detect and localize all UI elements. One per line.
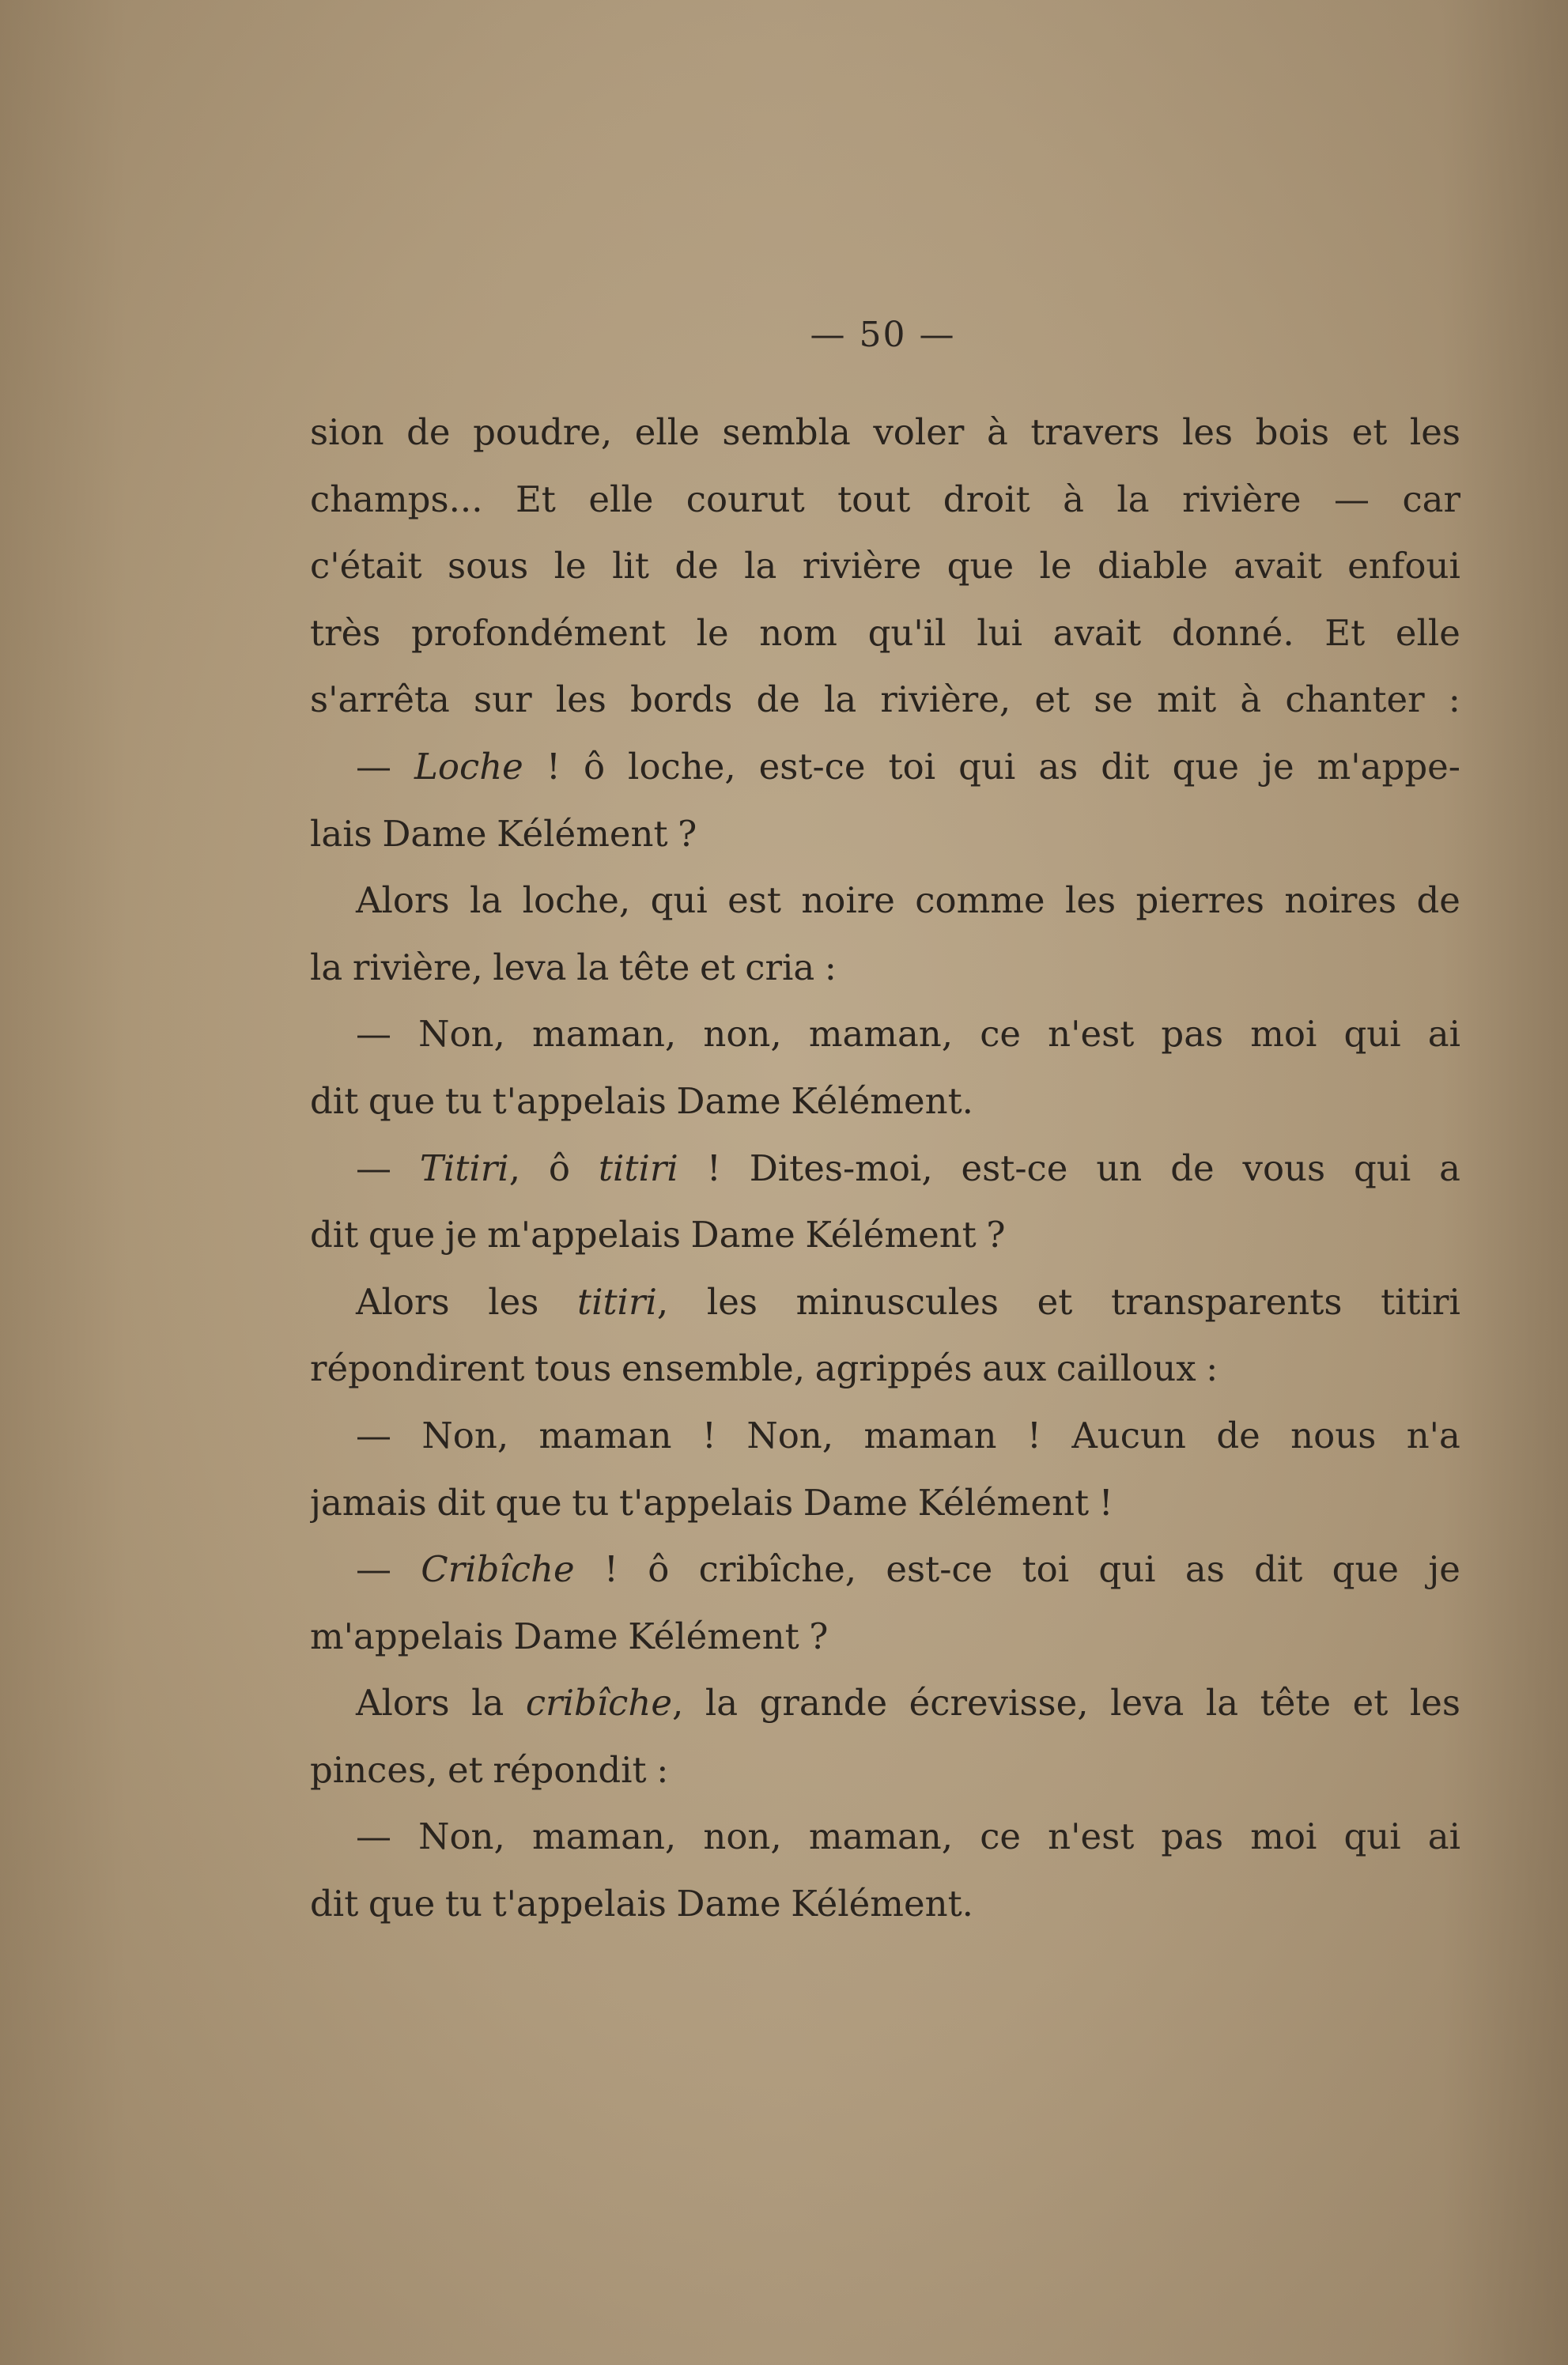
word: la [576, 946, 610, 988]
text-line [310, 734, 1460, 801]
word: : [824, 946, 837, 988]
word: maman, [808, 1013, 954, 1056]
word: qui [1354, 1147, 1411, 1189]
text-line [310, 1670, 1460, 1737]
word: — [1334, 478, 1370, 520]
word: car [1402, 478, 1460, 520]
text-line [310, 467, 1460, 534]
word: lui [977, 611, 1022, 654]
word: titiri, [577, 1280, 669, 1323]
word: Alors [356, 879, 450, 922]
text-line [310, 600, 1460, 667]
word: le [1039, 545, 1072, 587]
word: Kélément. [791, 1883, 973, 1925]
word: Dame [513, 1615, 618, 1657]
word: à [1063, 478, 1084, 520]
word: ce [980, 1013, 1022, 1056]
word: m'appelais [487, 1214, 681, 1256]
word: de [674, 545, 719, 587]
word: sous [447, 545, 529, 587]
word: bois [1255, 411, 1330, 453]
word: nom [759, 611, 837, 654]
word: écrevisse, [909, 1682, 1089, 1725]
word: ! [546, 745, 561, 788]
word: Titiri, [419, 1147, 521, 1189]
word: moi [1250, 1013, 1317, 1056]
word: toi [1022, 1548, 1070, 1591]
word: tête [618, 946, 690, 988]
word: répondit [493, 1748, 647, 1791]
word: elle [634, 411, 700, 453]
word: lit [612, 545, 649, 587]
word: qui [1343, 1013, 1401, 1056]
word: enfoui [1347, 545, 1460, 587]
word: leva [493, 946, 567, 988]
word: est-ce [758, 745, 866, 788]
page-number-text: — 50 — [810, 315, 956, 355]
word: agrippés [814, 1347, 973, 1390]
word: de [1216, 1414, 1260, 1456]
word: ! [701, 1414, 716, 1456]
word: titiri [1381, 1280, 1460, 1323]
word: maman, [808, 1815, 954, 1858]
word: dit [310, 1214, 359, 1256]
word: non, [703, 1815, 782, 1858]
word: — [356, 1414, 391, 1456]
word: Et [1324, 611, 1366, 654]
word: champs... [310, 478, 483, 520]
text-line [310, 1470, 1460, 1537]
word: t'appelais [492, 1079, 667, 1122]
word: nous [1290, 1414, 1377, 1456]
word: très [310, 611, 381, 654]
word: la [824, 678, 857, 721]
word: répondirent [310, 1347, 525, 1390]
text-line [310, 1536, 1460, 1604]
word: Kélément [497, 812, 668, 855]
word: que [368, 1214, 436, 1256]
word: Kélément [917, 1481, 1090, 1524]
word: la [469, 879, 503, 922]
word: la [471, 1682, 504, 1725]
word: comme [915, 879, 1045, 922]
word: bords [630, 678, 733, 721]
word: ai [1427, 1815, 1460, 1858]
text-line [310, 1269, 1460, 1336]
word: qui [1098, 1548, 1156, 1591]
word: sion [310, 411, 384, 453]
word: cailloux [1056, 1347, 1196, 1390]
word: de [756, 678, 800, 721]
word: mit [1157, 678, 1217, 721]
word: elle [588, 478, 654, 520]
word: que [368, 1883, 436, 1925]
word: — [356, 1548, 391, 1591]
word: Non, [421, 1414, 509, 1456]
word: tu [444, 1883, 482, 1925]
word: les [1409, 411, 1460, 453]
word: Dame [676, 1079, 781, 1122]
word: les [555, 678, 606, 721]
word: maman, [531, 1815, 677, 1858]
word: que [1332, 1548, 1400, 1591]
word: qui [650, 879, 708, 922]
word: rivière [1182, 478, 1302, 520]
word: ? [678, 812, 697, 855]
word: la [1116, 478, 1150, 520]
word: à [986, 411, 1008, 453]
word: je [1262, 745, 1294, 788]
word: tout [837, 478, 911, 520]
word: a [1439, 1147, 1460, 1189]
word: tous [535, 1347, 612, 1390]
word: ô [648, 1548, 670, 1591]
word: loche, [522, 879, 631, 922]
word: moi [1250, 1815, 1317, 1858]
word: — [356, 745, 391, 788]
word: est [727, 879, 781, 922]
word: rivière [802, 545, 922, 587]
word: n'est [1048, 1013, 1135, 1056]
word: tu [444, 1079, 482, 1122]
word: : [656, 1748, 669, 1791]
word: tu [572, 1481, 610, 1524]
word: Dame [382, 812, 487, 855]
word: ! [1026, 1414, 1041, 1456]
word: poudre, [473, 411, 613, 453]
word: pierres [1135, 879, 1265, 922]
word: : [1206, 1347, 1219, 1390]
word: rivière, [880, 678, 1011, 721]
word: lais [310, 812, 372, 855]
word: rivière, [352, 946, 483, 988]
word: ! [603, 1548, 619, 1591]
word: qui [1343, 1815, 1401, 1858]
word: voler [873, 411, 965, 453]
word: Non, [746, 1414, 834, 1456]
word: Et [515, 478, 556, 520]
word: aux [982, 1347, 1047, 1390]
word: je [1428, 1548, 1460, 1591]
page-number [0, 315, 1568, 355]
word: m'appelais [310, 1615, 504, 1657]
word: as [1038, 745, 1079, 788]
word: Non, [418, 1815, 505, 1858]
word: que [946, 545, 1014, 587]
word: toi [888, 745, 936, 788]
word: profondément [410, 611, 666, 654]
word: dit [436, 1481, 486, 1524]
word: Cribîche [421, 1548, 575, 1591]
word: Dites-moi, [749, 1147, 933, 1189]
word: ! [1098, 1481, 1113, 1524]
word: noire [801, 879, 895, 922]
word: la [744, 545, 777, 587]
word: la [310, 946, 343, 988]
word: t'appelais [618, 1481, 794, 1524]
word: grande [759, 1682, 888, 1725]
text-line [310, 1737, 1460, 1804]
text-line [310, 867, 1460, 935]
text-line [310, 667, 1460, 734]
word: transparents [1111, 1280, 1343, 1323]
word: Non, [418, 1013, 505, 1056]
word: Kélément. [791, 1079, 973, 1122]
word: Dame [803, 1481, 908, 1524]
word: est-ce [961, 1147, 1068, 1189]
word: n'a [1406, 1414, 1460, 1456]
word: dit [310, 1079, 359, 1122]
word: le [554, 545, 587, 587]
word: et [1352, 1682, 1389, 1725]
word: Aucun [1071, 1414, 1186, 1456]
word: ensemble, [621, 1347, 806, 1390]
word: c'était [310, 545, 422, 587]
word: la [705, 1682, 739, 1725]
word: un [1096, 1147, 1143, 1189]
word: et [1037, 1280, 1073, 1323]
text-line [310, 1871, 1460, 1938]
word: avait [1052, 611, 1142, 654]
word: pas [1161, 1815, 1224, 1858]
word: n'est [1048, 1815, 1135, 1858]
word: elle [1395, 611, 1460, 654]
word: ce [980, 1815, 1022, 1858]
word: droit [943, 478, 1030, 520]
word: est-ce [886, 1548, 993, 1591]
text-line [310, 935, 1460, 1002]
word: m'appe- [1317, 745, 1460, 788]
word: dit [1254, 1548, 1303, 1591]
text-line [310, 1135, 1460, 1203]
word: que [495, 1481, 562, 1524]
word: et [448, 1748, 483, 1791]
word: cribîche, [525, 1682, 684, 1725]
word: Loche [414, 745, 523, 788]
word: t'appelais [492, 1883, 667, 1925]
word: chanter [1285, 678, 1425, 721]
word: — [356, 1147, 391, 1189]
word: et [1034, 678, 1071, 721]
word: et [1351, 411, 1388, 453]
word: ô [548, 1147, 571, 1189]
text-line [310, 1403, 1460, 1470]
word: as [1185, 1548, 1225, 1591]
word: cribîche, [698, 1548, 857, 1591]
word: se [1094, 678, 1133, 721]
word: pas [1161, 1013, 1224, 1056]
word: ! [706, 1147, 721, 1189]
word: diable [1097, 545, 1208, 587]
text-line [310, 1804, 1460, 1871]
word: les [488, 1280, 539, 1323]
word: Alors [356, 1280, 450, 1323]
word: noires [1284, 879, 1397, 922]
word: et [699, 946, 735, 988]
word: dit [1101, 745, 1150, 788]
word: maman, [531, 1013, 677, 1056]
word: à [1240, 678, 1262, 721]
word: de [1170, 1147, 1215, 1189]
word: non, [703, 1013, 782, 1056]
text-line [310, 1001, 1460, 1068]
word: que [1172, 745, 1240, 788]
word: les [1181, 411, 1234, 453]
word: les [706, 1280, 758, 1323]
word: les [1064, 879, 1116, 922]
word: ai [1427, 1013, 1460, 1056]
word: Kélément [628, 1615, 799, 1657]
word: loche, [628, 745, 736, 788]
text-line [310, 533, 1460, 600]
word: qui [958, 745, 1016, 788]
word: le [696, 611, 729, 654]
word: pinces, [310, 1748, 438, 1791]
word: minuscules [795, 1280, 999, 1323]
text-line [310, 1068, 1460, 1135]
word: dit [310, 1883, 359, 1925]
word: : [1448, 678, 1460, 721]
word: les [1409, 1682, 1460, 1725]
word: ? [809, 1615, 829, 1657]
word: travers [1030, 411, 1160, 453]
word: la [1205, 1682, 1239, 1725]
text-line [310, 1604, 1460, 1671]
word: que [368, 1079, 436, 1122]
word: Dame [676, 1883, 781, 1925]
word: donné. [1171, 611, 1294, 654]
word: maman [863, 1414, 997, 1456]
word: de [406, 411, 451, 453]
text-line [310, 1202, 1460, 1269]
word: courut [686, 478, 805, 520]
word: Alors [356, 1682, 450, 1725]
word: je [444, 1214, 478, 1256]
word: sembla [722, 411, 851, 453]
word: qu'il [867, 611, 946, 654]
text-line [310, 1336, 1460, 1403]
text-line [310, 399, 1460, 467]
word: avait [1234, 545, 1322, 587]
word: titiri [598, 1147, 678, 1189]
word: de [1416, 879, 1460, 922]
word: Dame [690, 1214, 795, 1256]
word: cria [745, 946, 815, 988]
word: s'arrêta [310, 678, 450, 721]
word: maman [538, 1414, 672, 1456]
text-line [310, 801, 1460, 868]
body-text [310, 399, 1460, 1938]
word: — [356, 1013, 391, 1056]
word: vous [1242, 1147, 1326, 1189]
word: jamais [310, 1481, 427, 1524]
word: sur [474, 678, 532, 721]
word: leva [1110, 1682, 1185, 1725]
word: ô [583, 745, 606, 788]
word: — [356, 1815, 391, 1858]
word: tête [1260, 1682, 1332, 1725]
word: ? [986, 1214, 1006, 1256]
word: Kélément [805, 1214, 977, 1256]
